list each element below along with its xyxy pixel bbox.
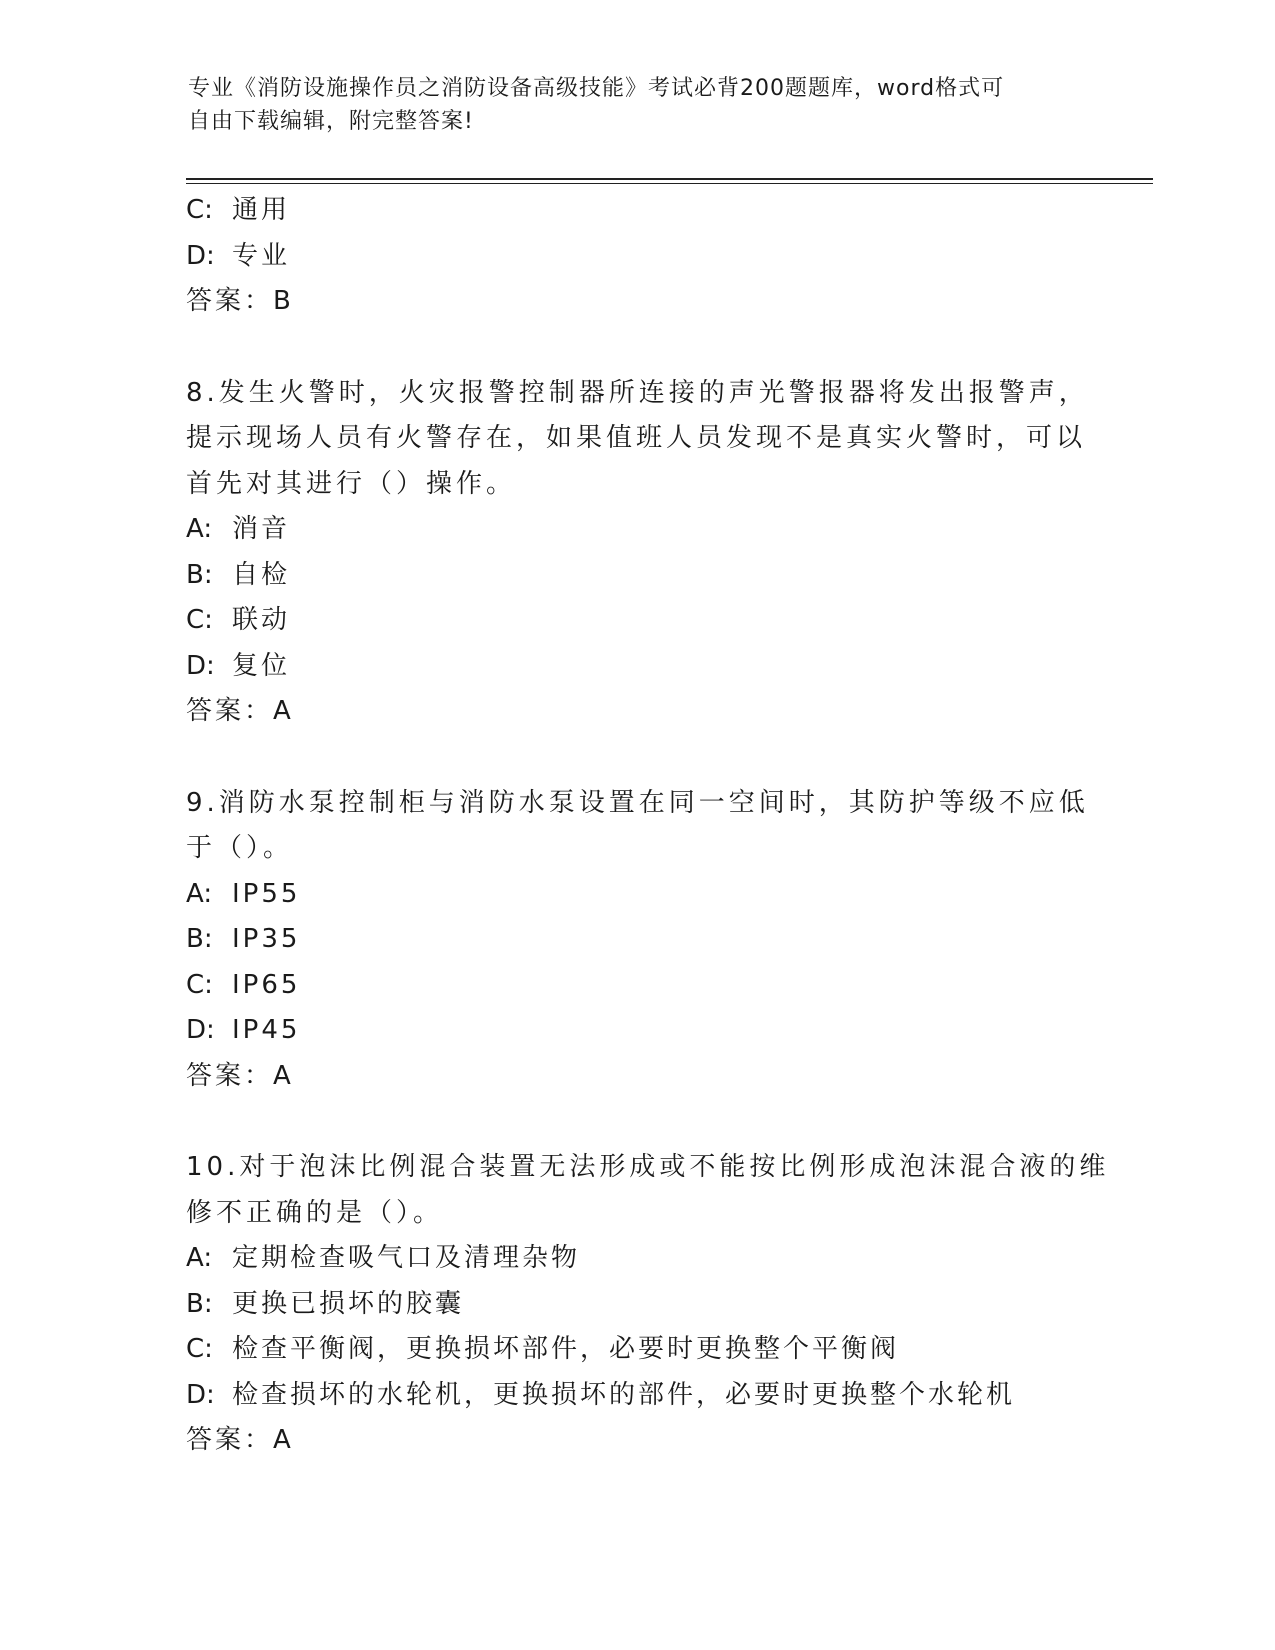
option-letter: D: (186, 1015, 215, 1045)
option-line (186, 1008, 1086, 1054)
option-line (186, 507, 1086, 553)
answer-line: 答案：B (186, 286, 294, 316)
option-letter: A: (186, 878, 213, 909)
answer-line: 答案：A (186, 1425, 294, 1455)
option-text: 更换已损坏的胶囊 (232, 1288, 465, 1319)
option-text: 定期检查吸气口及清理杂物 (232, 1243, 581, 1273)
header-line-2: 自由下载编辑，附完整答案! (188, 109, 474, 134)
option-letter: C: (186, 605, 213, 635)
question-line: 首先对其进行（）操作。 (186, 468, 517, 499)
option-line (186, 963, 1086, 1009)
option-text: 复位 (232, 650, 291, 681)
option-line (186, 598, 1086, 644)
question-list (186, 188, 1110, 1464)
option-letter: D: (186, 1379, 215, 1410)
option-line (186, 188, 1086, 234)
header-rule-thin (186, 183, 1153, 184)
option-text: IP45 (232, 1015, 301, 1045)
option-text: 检查平衡阀，更换损坏部件，必要时更换整个平衡阀 (232, 1334, 900, 1364)
option-letter: C: (186, 195, 213, 225)
option-line (186, 1236, 1086, 1282)
option-line (186, 872, 1086, 918)
option-line (186, 1373, 1086, 1419)
option-letter: B: (186, 559, 213, 590)
question-line: 9.消防水泵控制柜与消防水泵设置在同一空间时，其防护等级不应低 (186, 787, 1089, 818)
option-letter: C: (186, 1334, 213, 1364)
continued-question (186, 188, 1086, 325)
option-letter: D: (186, 240, 215, 271)
option-text: 专业 (232, 240, 291, 271)
page-header (188, 72, 1088, 138)
question-spacer (186, 735, 1086, 781)
question-10 (186, 1145, 1110, 1464)
answer-line: 答案：A (186, 696, 294, 726)
question-line: 于（）。 (186, 833, 294, 863)
option-letter: A: (186, 514, 213, 544)
answer-line: 答案：A (186, 1060, 294, 1091)
option-letter: B: (186, 924, 213, 954)
question-line: 提示现场人员有火警存在，如果值班人员发现不是真实火警时，可以 (186, 423, 1087, 453)
option-letter: D: (186, 650, 215, 681)
option-text: IP55 (232, 878, 301, 909)
question-line: 10.对于泡沫比例混合装置无法形成或不能按比例形成泡沫混合液的维 (186, 1152, 1110, 1182)
option-line (186, 644, 1086, 690)
question-text (186, 781, 1089, 872)
question-9 (186, 781, 1089, 1100)
option-line (186, 917, 1086, 963)
header-rule-thick (186, 178, 1153, 180)
option-line (186, 1327, 1086, 1373)
option-line (186, 234, 1086, 280)
option-text: 自检 (232, 559, 291, 590)
question-8 (186, 371, 1089, 735)
question-spacer (186, 325, 1086, 371)
question-text (186, 1145, 1110, 1236)
option-text: 消音 (232, 514, 291, 544)
option-line (186, 1282, 1086, 1328)
option-text: IP65 (232, 969, 301, 1000)
option-line (186, 553, 1086, 599)
option-text: 通用 (232, 195, 291, 225)
option-text: 检查损坏的水轮机，更换损坏的部件，必要时更换整个水轮机 (232, 1379, 1016, 1410)
option-letter: A: (186, 1243, 213, 1273)
option-text: IP35 (232, 924, 301, 954)
option-text: 联动 (232, 605, 291, 635)
question-line: 8.发生火警时，火灾报警控制器所连接的声光警报器将发出报警声， (186, 377, 1089, 408)
question-line: 修不正确的是（）。 (186, 1197, 444, 1228)
option-letter: C: (186, 969, 213, 1000)
header-line-1: 专业《消防设施操作员之消防设备高级技能》考试必背200题题库，word格式可 (188, 76, 1005, 101)
option-letter: B: (186, 1288, 213, 1319)
question-text (186, 371, 1089, 508)
question-spacer (186, 1099, 1086, 1145)
